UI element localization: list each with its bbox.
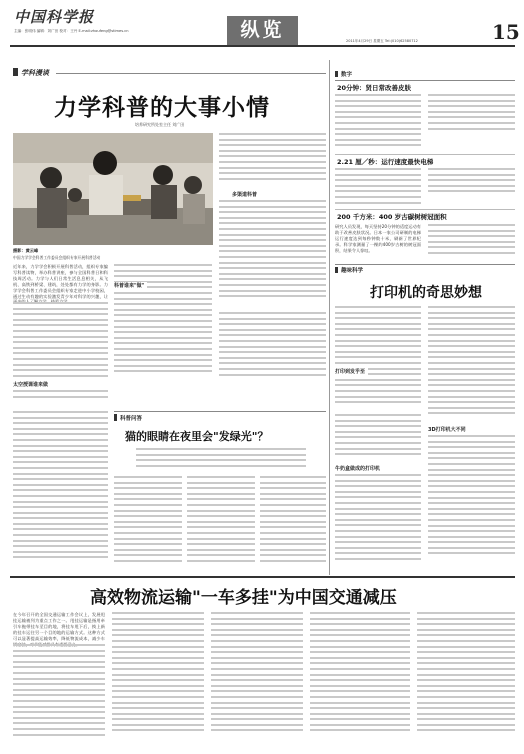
printer-subhead-c: 3D打印机大不同 bbox=[428, 427, 466, 433]
cat-body-col3 bbox=[260, 476, 326, 568]
photo-caption-lead: 摄影：黄云峰 bbox=[13, 248, 39, 253]
numbers-tag-bar bbox=[335, 71, 338, 77]
cat-body-col2 bbox=[187, 476, 255, 568]
numbers-rule bbox=[335, 80, 515, 81]
children-experiment-image bbox=[13, 133, 213, 245]
qa-tag: 科普问答 bbox=[120, 416, 143, 422]
article-body-col1: 近年来，力学学会积极开展科普活动，组织专家编写科普读物，举办科普讲座，参与全国科普日和科技周活动。力学与人们日常生活息息相关，从飞机、高铁到桥梁、建筑，处处都有力学的身影。力学学会科普工作委员会组织专家走进中小学校园，通过生动有趣的实验激发青少年对科学的兴趣，让 bbox=[13, 264, 108, 299]
photo-caption: 中国力学学会科普工作委员会组织专家开展科普活动 bbox=[13, 255, 101, 260]
bottom-body-col1: 在今年召开的全国交通运输工作会议上，发展甩挂运输被列为重点工作之一。甩挂运输是指用牵引车拖带挂车至目的地，将挂车甩下后，换上新的挂车运往另一个目的地的运输方式。这种方式可以显著提高运输效率，降低物流成本，减少车 bbox=[13, 612, 105, 641]
printer-col1-lines bbox=[335, 306, 421, 410]
number-item-2-col2 bbox=[428, 168, 515, 200]
printer-subhead-a: 打印到发乎至 bbox=[335, 368, 368, 375]
fun-science-tag-bar bbox=[335, 267, 338, 273]
subhead-who-does-science: 科普谁来"做" bbox=[114, 282, 147, 289]
fun-science-tag: 趣味科学 bbox=[341, 268, 364, 274]
masthead-date: 2011年4月29日 星期五 Tel:(010)62580712 bbox=[346, 39, 418, 43]
cat-body-col1 bbox=[114, 476, 182, 568]
bottom-col2-lines bbox=[112, 612, 204, 744]
masthead-info: 主编：张明伟 编辑：刘广田 校对：王丹 E-mail:zhoufeng@stimes.cn bbox=[14, 29, 129, 33]
article-body-col1-lines-b bbox=[13, 390, 108, 404]
printer-col2-lines bbox=[428, 306, 515, 424]
qa-rule bbox=[114, 411, 326, 412]
article-body-col3-lines-c bbox=[219, 312, 326, 384]
article-body-col1-lines bbox=[13, 302, 108, 380]
left-lower-lines bbox=[13, 411, 108, 568]
number-item-3-col2 bbox=[428, 224, 515, 260]
printer-col2-lines-b bbox=[428, 435, 515, 568]
column-divider-main bbox=[329, 60, 330, 575]
printer-subhead-b: 牛奶盒做成的打印机 bbox=[335, 466, 381, 472]
page-number: 15 bbox=[492, 20, 520, 44]
qa-tag-bar bbox=[114, 414, 117, 421]
kicker-bar bbox=[13, 68, 18, 76]
bottom-col1-lines bbox=[13, 644, 105, 744]
kicker-rule bbox=[56, 73, 326, 74]
numbers-tag: 数字 bbox=[341, 72, 353, 78]
number-item-1-title: 20分钟：贤日常改善皮肤 bbox=[337, 84, 412, 92]
section-banner: 纵览 bbox=[227, 16, 298, 45]
cat-article-title: 猫的眼睛在夜里会"发绿光"？ bbox=[125, 430, 269, 443]
printer-col1-lines-b bbox=[335, 414, 421, 464]
newspaper-logo: 中国科学报 bbox=[14, 8, 95, 26]
number-item-1-col1 bbox=[335, 94, 421, 152]
masthead-rule bbox=[10, 45, 515, 47]
article-kicker: 学科漫谈 bbox=[21, 68, 49, 77]
bottom-col4-lines bbox=[310, 612, 410, 744]
article-body-col3-lines-b bbox=[219, 200, 326, 308]
number-item-3-text: 研究人员发现，每天坚持20分钟的适度运动有助于改善皮肤状况。日本一家公司研制的电梯运行速度达到每秒钟数十米，刷新了世界纪录。科学家测量了一棵约400岁古树的树冠面积，结果令人惊叹。 bbox=[335, 224, 421, 253]
cat-intro-lines bbox=[136, 448, 306, 470]
fun-science-rule bbox=[335, 264, 515, 265]
number-rule-2 bbox=[335, 154, 515, 155]
bottom-col3-lines bbox=[211, 612, 303, 744]
article-photo bbox=[13, 133, 213, 245]
number-item-2-col1 bbox=[335, 168, 421, 208]
article-title: 力学科普的大事小情 bbox=[54, 94, 270, 121]
bottom-headline: 高效物流运输"一车多挂"为中国交通减压 bbox=[90, 588, 397, 608]
number-rule-3 bbox=[335, 209, 515, 210]
printer-article-title: 打印机的奇思妙想 bbox=[370, 285, 482, 301]
number-item-3-title: 200 千方米：400 岁古碳树树冠面积 bbox=[337, 213, 447, 221]
number-item-2-title: 2.21 厘／秒：运行速度最快电梯 bbox=[337, 158, 434, 166]
bottom-col5-lines bbox=[417, 612, 515, 744]
bottom-section-rule bbox=[10, 576, 515, 578]
article-byline: 培养研究所处室主任 刘广田 bbox=[135, 122, 185, 127]
number-item-1-col2 bbox=[428, 94, 515, 134]
article-body-col3-lines bbox=[219, 133, 326, 188]
sidebar-title-channels: 多渠道科普 bbox=[232, 192, 258, 198]
subhead-space-lecture: 太空授课谁来做 bbox=[13, 382, 49, 388]
printer-col1-lines-c bbox=[335, 474, 421, 568]
